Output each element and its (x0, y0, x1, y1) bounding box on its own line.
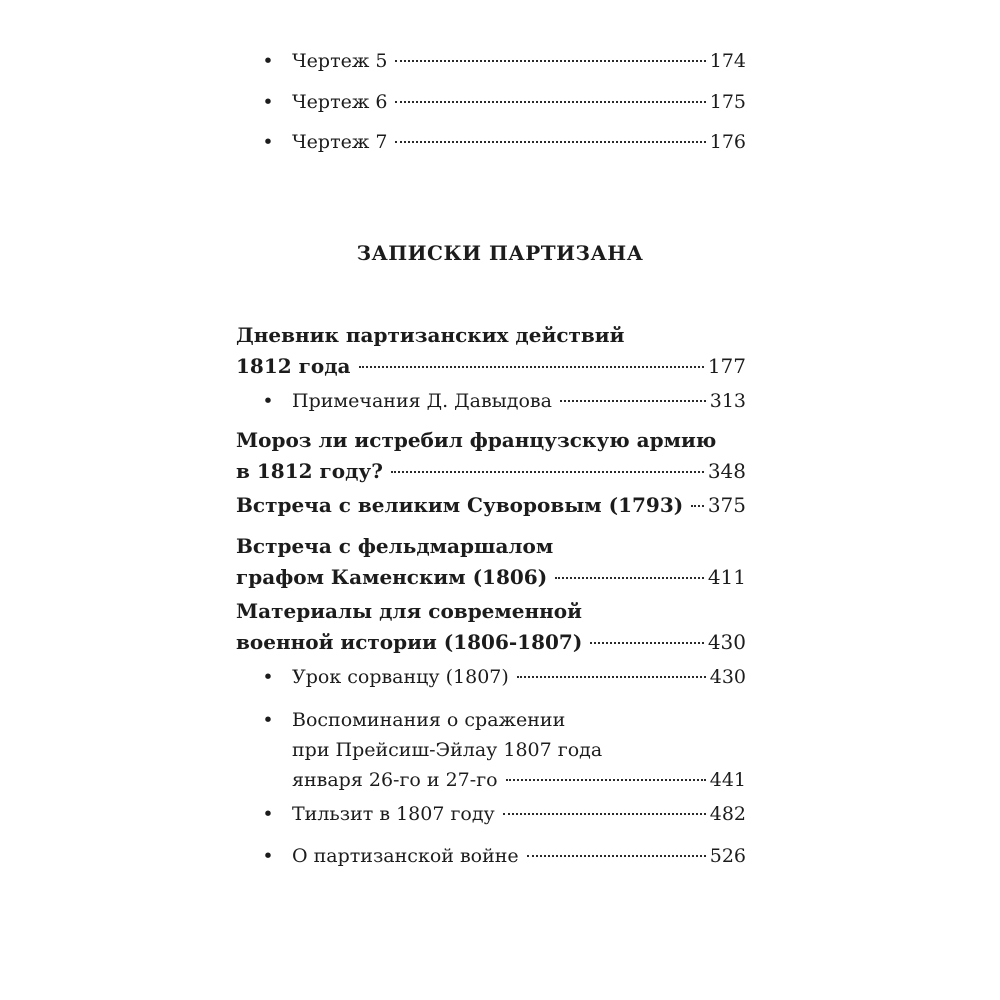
bullet-icon: • (262, 845, 274, 867)
toc-entry-title: Чертеж 6 (292, 91, 388, 113)
bullet-icon: • (262, 803, 274, 825)
toc-entry-title-line: 1812 года (236, 354, 351, 378)
toc-entry-title-line: при Прейсиш-Эйлау 1807 года (292, 739, 603, 761)
toc-entry-page: 175 (709, 91, 746, 113)
toc-entry-title-line: Урок сорванцу (1807) (292, 666, 509, 688)
dot-leader (527, 855, 706, 857)
bullet-icon: • (262, 50, 274, 72)
toc-entry-title: Чертеж 7 (292, 131, 388, 153)
dot-leader (395, 60, 705, 62)
toc-entry-title-line: Тильзит в 1807 году (292, 803, 495, 825)
toc-entry-page: 313 (709, 390, 746, 412)
toc-entry-sub[interactable] (262, 841, 746, 871)
dot-leader (517, 676, 706, 678)
bullet-icon: • (262, 390, 274, 412)
toc-entry-title: Чертеж 5 (292, 50, 388, 72)
dot-leader (590, 642, 704, 644)
toc-entry-main[interactable] (236, 490, 746, 521)
toc-entry-main[interactable] (236, 596, 746, 658)
bullet-icon: • (262, 666, 274, 688)
toc-entry-title-line: Материалы для современной (236, 599, 582, 623)
toc-entry-title-line: Встреча с великим Суворовым (1793) (236, 493, 684, 517)
dot-leader (395, 141, 705, 143)
dot-leader (506, 779, 706, 781)
bullet-icon: • (262, 91, 274, 113)
dot-leader (503, 813, 706, 815)
toc-entry-page: 430 (707, 630, 746, 654)
toc-entry-title-line: в 1812 году? (236, 459, 383, 483)
toc-entry-page: 174 (709, 50, 746, 72)
toc-entry-title-line: Примечания Д. Давыдова (292, 390, 552, 412)
bullet-icon: • (262, 131, 274, 153)
toc-entry-drawing-6[interactable] (262, 87, 746, 117)
toc-entry-page: 482 (709, 803, 746, 825)
toc-entry-title-line: военной истории (1806-1807) (236, 630, 583, 654)
toc-entry-title-line: Мороз ли истребил французскую армию (236, 428, 717, 452)
toc-entry-page: 375 (707, 493, 746, 517)
bullet-icon: • (262, 709, 274, 731)
toc-entry-drawing-5[interactable] (262, 46, 746, 76)
toc-entry-main[interactable] (236, 531, 746, 593)
toc-entry-title-line: Воспоминания о сражении (292, 709, 566, 731)
dot-leader (691, 505, 704, 507)
toc-entry-main[interactable] (236, 425, 746, 487)
toc-entry-title-line: Дневник партизанских действий (236, 323, 625, 347)
toc-entry-sub[interactable] (262, 386, 746, 416)
dot-leader (555, 577, 704, 579)
toc-entry-main[interactable] (236, 320, 746, 382)
toc-entry-page: 348 (707, 459, 746, 483)
toc-entry-page: 441 (709, 769, 746, 791)
toc-entry-page: 526 (709, 845, 746, 867)
toc-entry-page: 177 (707, 354, 746, 378)
toc-entry-sub[interactable] (262, 705, 746, 795)
toc-entry-drawing-7[interactable] (262, 127, 746, 157)
toc-entry-title-line: января 26-го и 27-го (292, 769, 498, 791)
toc-entry-title-line: Встреча с фельдмаршалом (236, 534, 554, 558)
dot-leader (395, 101, 705, 103)
toc-entry-page: 411 (707, 565, 746, 589)
dot-leader (359, 366, 704, 368)
toc-entry-title-line: О партизанской войне (292, 845, 519, 867)
dot-leader (391, 471, 704, 473)
toc-entry-page: 176 (709, 131, 746, 153)
toc-entry-sub[interactable] (262, 662, 746, 692)
dot-leader (560, 400, 706, 402)
toc-entry-sub[interactable] (262, 799, 746, 829)
toc-entry-title-line: графом Каменским (1806) (236, 565, 548, 589)
toc-entry-page: 430 (709, 666, 746, 688)
section-title: ЗАПИСКИ ПАРТИЗАНА (356, 241, 644, 265)
